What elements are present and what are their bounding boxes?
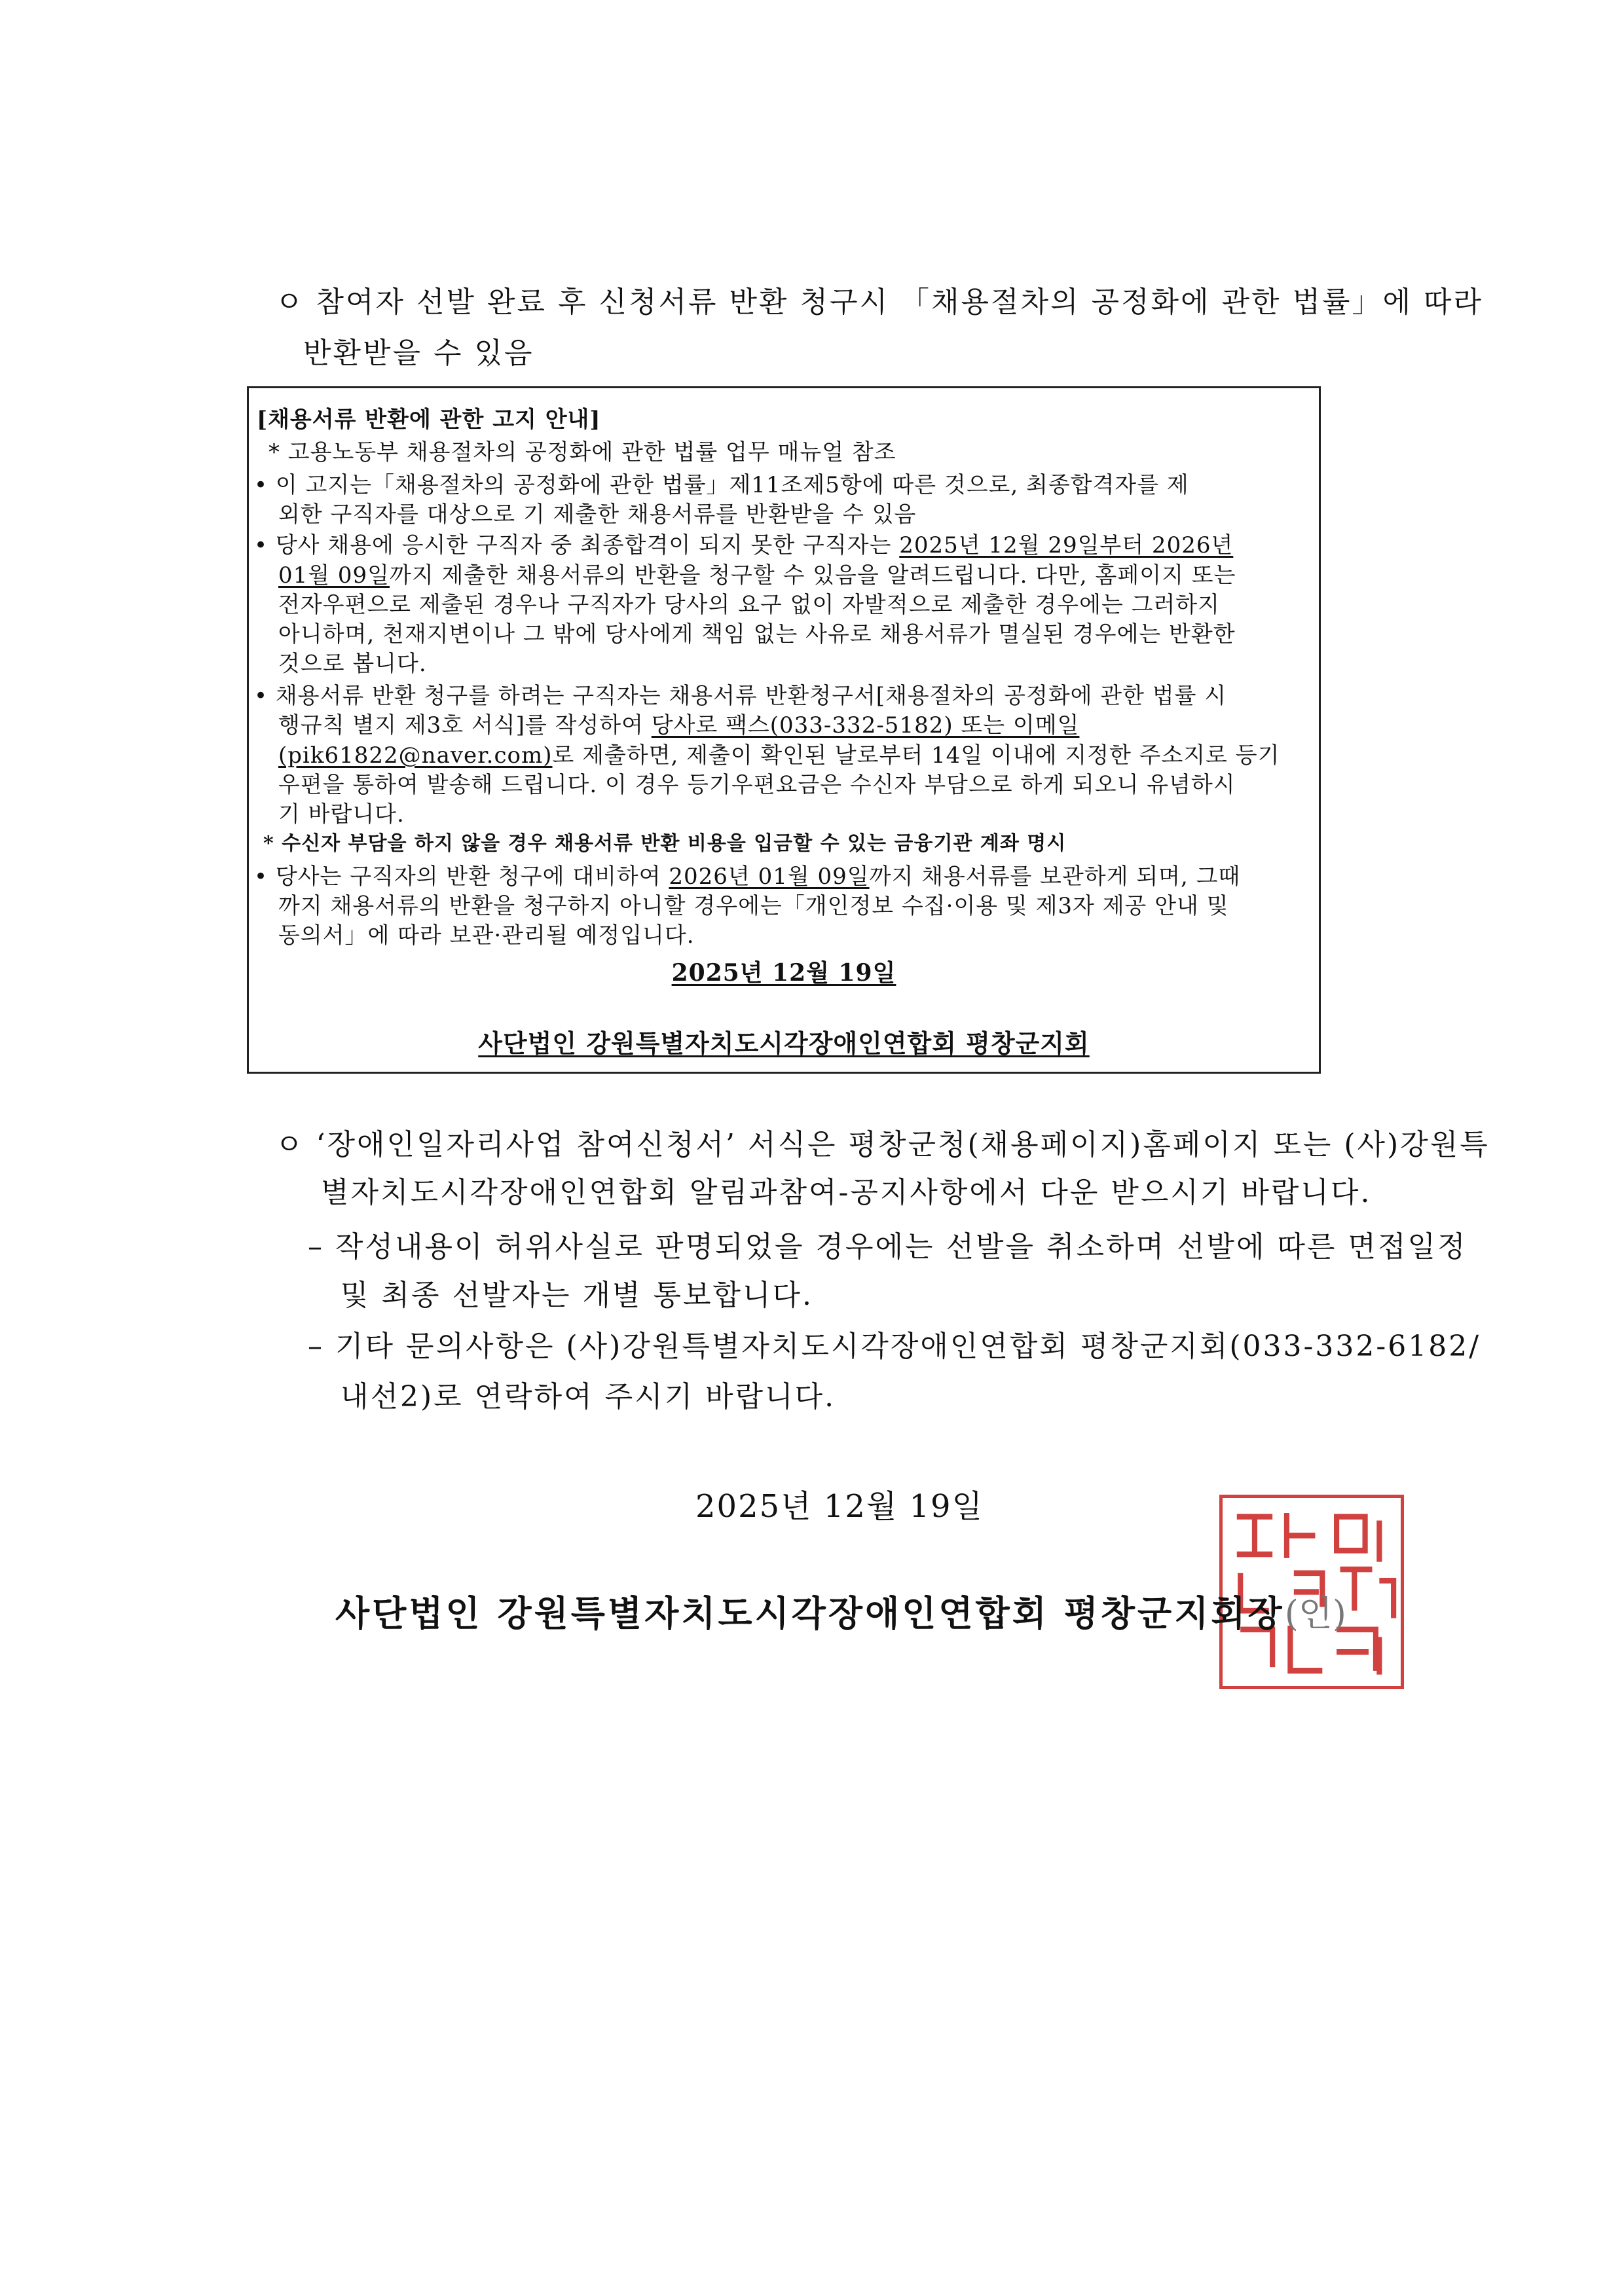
detail-1-line-1: – 작성내용이 허위사실로 판명되었을 경우에는 선발을 취소하며 선발에 따른 면접일정 bbox=[308, 1230, 1467, 1264]
section2-line-1: ㅇ ‘장애인일자리사업 참여신청서’ 서식은 평창군청(채용페이지)홈페이지 또는 (사)강원특 bbox=[275, 1128, 1490, 1161]
notice-bullet-2-line-5: 것으로 봅니다. bbox=[278, 651, 427, 677]
notice-bullet-3-line-1: • 채용서류 반환 청구를 하려는 구직자는 채용서류 반환청구서[채용절차의 공정화에 관한 법률 시 bbox=[254, 683, 1227, 709]
notice-date: 2025년 12월 19일 bbox=[671, 959, 896, 987]
notice-bullet-2-line-2: 01월 09일까지 제출한 채용서류의 반환을 청구할 수 있음을 알려드립니다. 다만, 홈페이지 또는 bbox=[278, 562, 1236, 589]
notice-box bbox=[247, 386, 1321, 1074]
notice-bullet-3-line-2: 행규칙 별지 제3호 서식]를 작성하여 당사로 팩스(033-332-5182) 또는 이메일 bbox=[278, 712, 1080, 738]
intro-line-2: 반환받을 수 있음 bbox=[303, 337, 534, 370]
detail-1-line-2: 및 최종 선발자는 개별 통보합니다. bbox=[341, 1279, 813, 1312]
notice-reference: * 고용노동부 채용절차의 공정화에 관한 법률 업무 매뉴얼 참조 bbox=[268, 439, 896, 465]
notice-bullet-3-line-4: 우편을 통하여 발송해 드립니다. 이 경우 등기우편요금은 수신자 부담으로 하게 되오니 유념하시 bbox=[278, 772, 1236, 798]
notice-bullet-4-line-1: • 당사는 구직자의 반환 청구에 대비하여 2026년 01월 09일까지 채용서류를 보관하게 되며, 그때 bbox=[254, 864, 1241, 890]
email-link[interactable]: (pik61822@naver.com) bbox=[278, 742, 553, 769]
intro-line-1: ㅇ 참여자 선발 완료 후 신청서류 반환 청구시 「채용절차의 공정화에 관한 법률」에 따라 bbox=[275, 285, 1483, 319]
notice-bullet-2-line-4: 아니하며, 천재지변이나 그 밖에 당사에게 책임 없는 사유로 채용서류가 멸실된 경우에는 반환한 bbox=[278, 621, 1236, 647]
notice-organization: 사단법인 강원특별자치도시각장애인연합회 평창군지회 bbox=[478, 1029, 1090, 1058]
section2-line-2: 별자치도시각장애인연합회 알림과참여-공지사항에서 다운 받으시기 바랍니다. bbox=[321, 1176, 1372, 1209]
retention-date: 2026년 01월 09일 bbox=[669, 864, 870, 890]
notice-bullet-2-line-3: 전자우편으로 제출된 경우나 구직자가 당사의 요구 없이 자발적으로 제출한 경우에는 그러하지 bbox=[278, 592, 1220, 618]
fax-email-text: 당사로 팩스(033-332-5182) 또는 이메일 bbox=[651, 712, 1080, 738]
notice-heading: [채용서류 반환에 관한 고지 안내] bbox=[257, 407, 601, 433]
footer-date: 2025년 12월 19일 bbox=[695, 1488, 984, 1525]
detail-2-line-1: – 기타 문의사항은 (사)강원특별자치도시각장애인연합회 평창군지회(033-332-6182/ bbox=[308, 1330, 1481, 1363]
notice-bullet-2-line-1: • 당사 채용에 응시한 구직자 중 최종합격이 되지 못한 구직자는 2025년 12월 29일부터 2026년 bbox=[254, 532, 1234, 558]
signatory-name: 사단법인 강원특별자치도시각장애인연합회 평창군지회장(인) bbox=[335, 1592, 1347, 1634]
notice-bullet-3-line-3: (pik61822@naver.com)로 제출하면, 제출이 확인된 날로부터 14일 이내에 지정한 주소지로 등기 bbox=[278, 742, 1280, 769]
notice-bullet-1-line-1: • 이 고지는「채용절차의 공정화에 관한 법률」제11조제5항에 따른 것으로, 최종합격자를 제 bbox=[254, 472, 1189, 498]
notice-bullet-4-line-2: 까지 채용서류의 반환을 청구하지 아니할 경우에는「개인정보 수집·이용 및 제3자 제공 안내 및 bbox=[278, 893, 1229, 919]
notice-bullet-1-line-2: 외한 구직자를 대상으로 기 제출한 채용서류를 반환받을 수 있음 bbox=[278, 501, 917, 528]
notice-bullet-3-line-5: 기 바랍니다. bbox=[278, 801, 405, 828]
notice-bullet-4-line-3: 동의서」에 따라 보관·관리될 예정입니다. bbox=[278, 922, 695, 949]
return-period-end: 01월 09일 bbox=[278, 562, 390, 589]
detail-2-line-2: 내선2)로 연락하여 주시기 바랍니다. bbox=[341, 1380, 836, 1413]
return-period-start: 2025년 12월 29일부터 2026년 bbox=[899, 532, 1234, 558]
notice-account-note: * 수신자 부담을 하지 않을 경우 채용서류 반환 비용을 입금할 수 있는 금융기관 계좌 명시 bbox=[263, 832, 1067, 855]
seal-mark: (인) bbox=[1284, 1593, 1347, 1634]
